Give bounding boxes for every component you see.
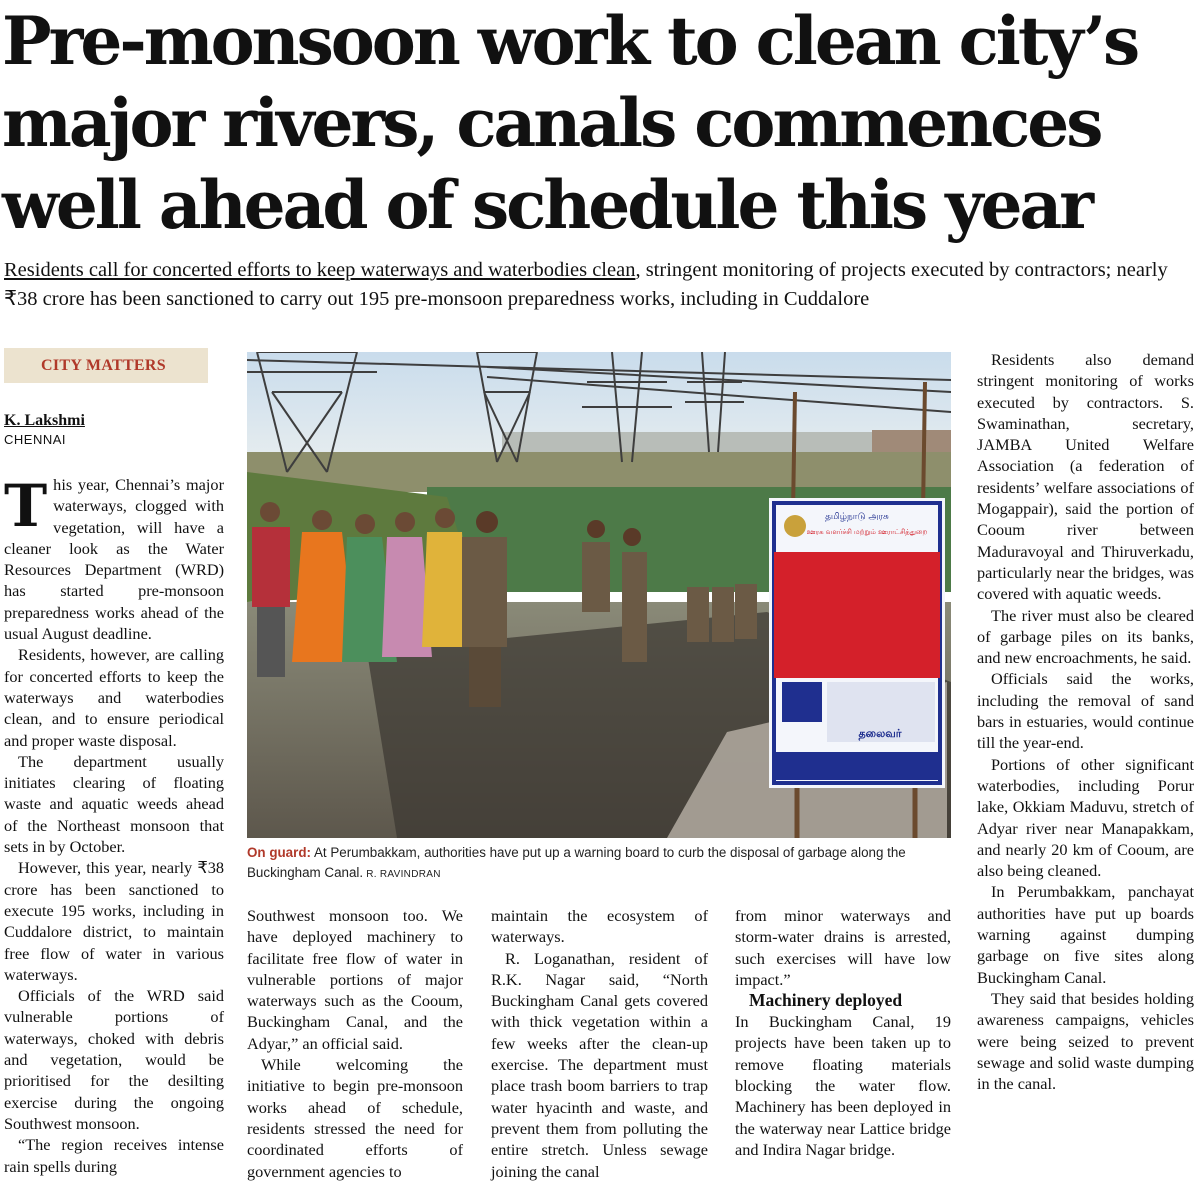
paragraph: “The region receives intense rain spells during xyxy=(4,1135,224,1176)
deck-underlined: Residents call for concerted efforts to keep waterways and waterbodies clean xyxy=(4,259,636,281)
headline: Pre-monsoon work to clean city’s major rivers, canals commences well ahead of schedule this year xyxy=(2,2,1138,244)
paragraph: Officials said the works, including the removal of sand bars in estuaries, would continue till the year-end. xyxy=(977,669,1194,753)
section-label: CITY MATTERS xyxy=(41,356,166,374)
photo xyxy=(247,352,951,838)
photo-credit: R. RAVINDRAN xyxy=(363,868,441,880)
drop-cap: T xyxy=(4,472,48,540)
paragraph: R. Loganathan, resident of R.K. Nagar said, “North Buckingham Canal gets covered with thick vegetation within a few weeks after the clean-up exercise. The department must place trash boom barriers to trap water hyacinth and waste, and prevent them from polluting the entire stretch. Unless sewage joining the canal xyxy=(491,948,708,1181)
section-label-box xyxy=(4,348,208,383)
paragraph: In Buckingham Canal, 19 projects have been taken up to remove floating materials blocking the water flow. Machinery has been deployed in the waterway near Lattice bridge and Indira Nagar bridge. xyxy=(735,1012,951,1159)
article-column-5 xyxy=(977,349,1194,1094)
sign-bottom-line: தலைவர் xyxy=(858,727,902,740)
paragraph: In Perumbakkam, panchayat authorities have put up boards warning against dumping garbage on five sites along Buckingham Canal. xyxy=(977,882,1194,987)
deck xyxy=(4,256,1196,314)
warning-board xyxy=(769,498,945,838)
caption-lead: On guard: xyxy=(247,845,311,860)
paragraph: They said that besides holding awareness campaigns, vehicles were being seized to prevent sewage and solid waste dumping in the canal. xyxy=(977,988,1194,1094)
dateline: CHENNAI xyxy=(4,432,67,447)
paragraph: The river must also be cleared of garbage piles on its banks, and new encroachments, he said. xyxy=(977,605,1194,668)
caption-text: At Perumbakkam, authorities have put up a warning board to curb the disposal of garbage along the Buckingham Canal. xyxy=(247,845,906,880)
paragraph: Southwest monsoon too. We have deployed machinery to facilitate free flow of water in vulnerable portions of major waterways such as the Cooum, Buckingham Canal, and the Adyar,” an official said. xyxy=(247,906,463,1053)
subhead: Machinery deployed xyxy=(749,990,903,1011)
paragraph: The department usually initiates clearing of floating waste and aquatic weeds ahead of the Northeast monsoon that sets in by October. xyxy=(4,751,224,857)
photo-caption xyxy=(247,843,951,884)
sign-second-line: ஊரக வளர்ச்சி மற்றும் ஊராட்சித்துறை xyxy=(806,528,928,536)
deck-rest: , stringent monitoring of projects executed by contractors; nearly ₹38 crore has been sanctioned to carry out 195 pre-monsoon preparedness works, including in Cuddalore xyxy=(4,259,1168,310)
article-column-1 xyxy=(4,474,224,1177)
article-column-3 xyxy=(491,905,708,1182)
paragraph: While welcoming the initiative to begin pre-monsoon works ahead of schedule, residents stressed the need for coordinated efforts of government agencies to xyxy=(247,1055,463,1181)
paragraph: Residents, however, are calling for concerted efforts to keep the waterways and waterbodies clean, and to ensure periodical and proper waste disposal. xyxy=(4,645,224,750)
paragraph: Residents also demand stringent monitoring of works executed by contractors. S. Swaminathan, secretary, JAMBA United Welfare Association (a federation of residents’ welfare associations of Mogappair), said the portion of Cooum river between Maduravoyal and Thiruverkadu, particularly near the bridges, was covered with aquatic weeds. xyxy=(977,350,1194,604)
sign-top-line: தமிழ்நாடு அரசு xyxy=(825,512,889,522)
paragraph: Portions of other significant waterbodies, including Porur lake, Okkiam Maduvu, stretch of Adyar river near Manapakkam, and nearly 20 km of Cooum, are also being cleaned. xyxy=(977,754,1194,881)
byline[interactable]: K. Lakshmi xyxy=(4,412,85,429)
photo-illustration xyxy=(247,352,951,838)
paragraph: However, this year, nearly ₹38 crore has been sanctioned to execute 195 works, including in Cuddalore district, to maintain free flow of water in various waterways. xyxy=(4,858,224,984)
paragraph: Officials of the WRD said vulnerable portions of waterways, choked with debris and vegetation, would be prioritised for the desilting exercise during the ongoing Southwest monsoon. xyxy=(4,986,224,1133)
paragraph: This year, Chennai’s major waterways, clogged with vegetation, will have a cleaner look as the Water Resources Department (WRD) has started pre-monsoon preparedness works ahead of the usual August deadline. xyxy=(4,472,224,644)
paragraph: from minor waterways and storm-water drains is arrested, such exercises will have low impact.” xyxy=(735,906,951,989)
paragraph: maintain the ecosystem of waterways. xyxy=(491,906,708,947)
article-column-2 xyxy=(247,905,463,1182)
article-column-4 xyxy=(735,905,951,1160)
